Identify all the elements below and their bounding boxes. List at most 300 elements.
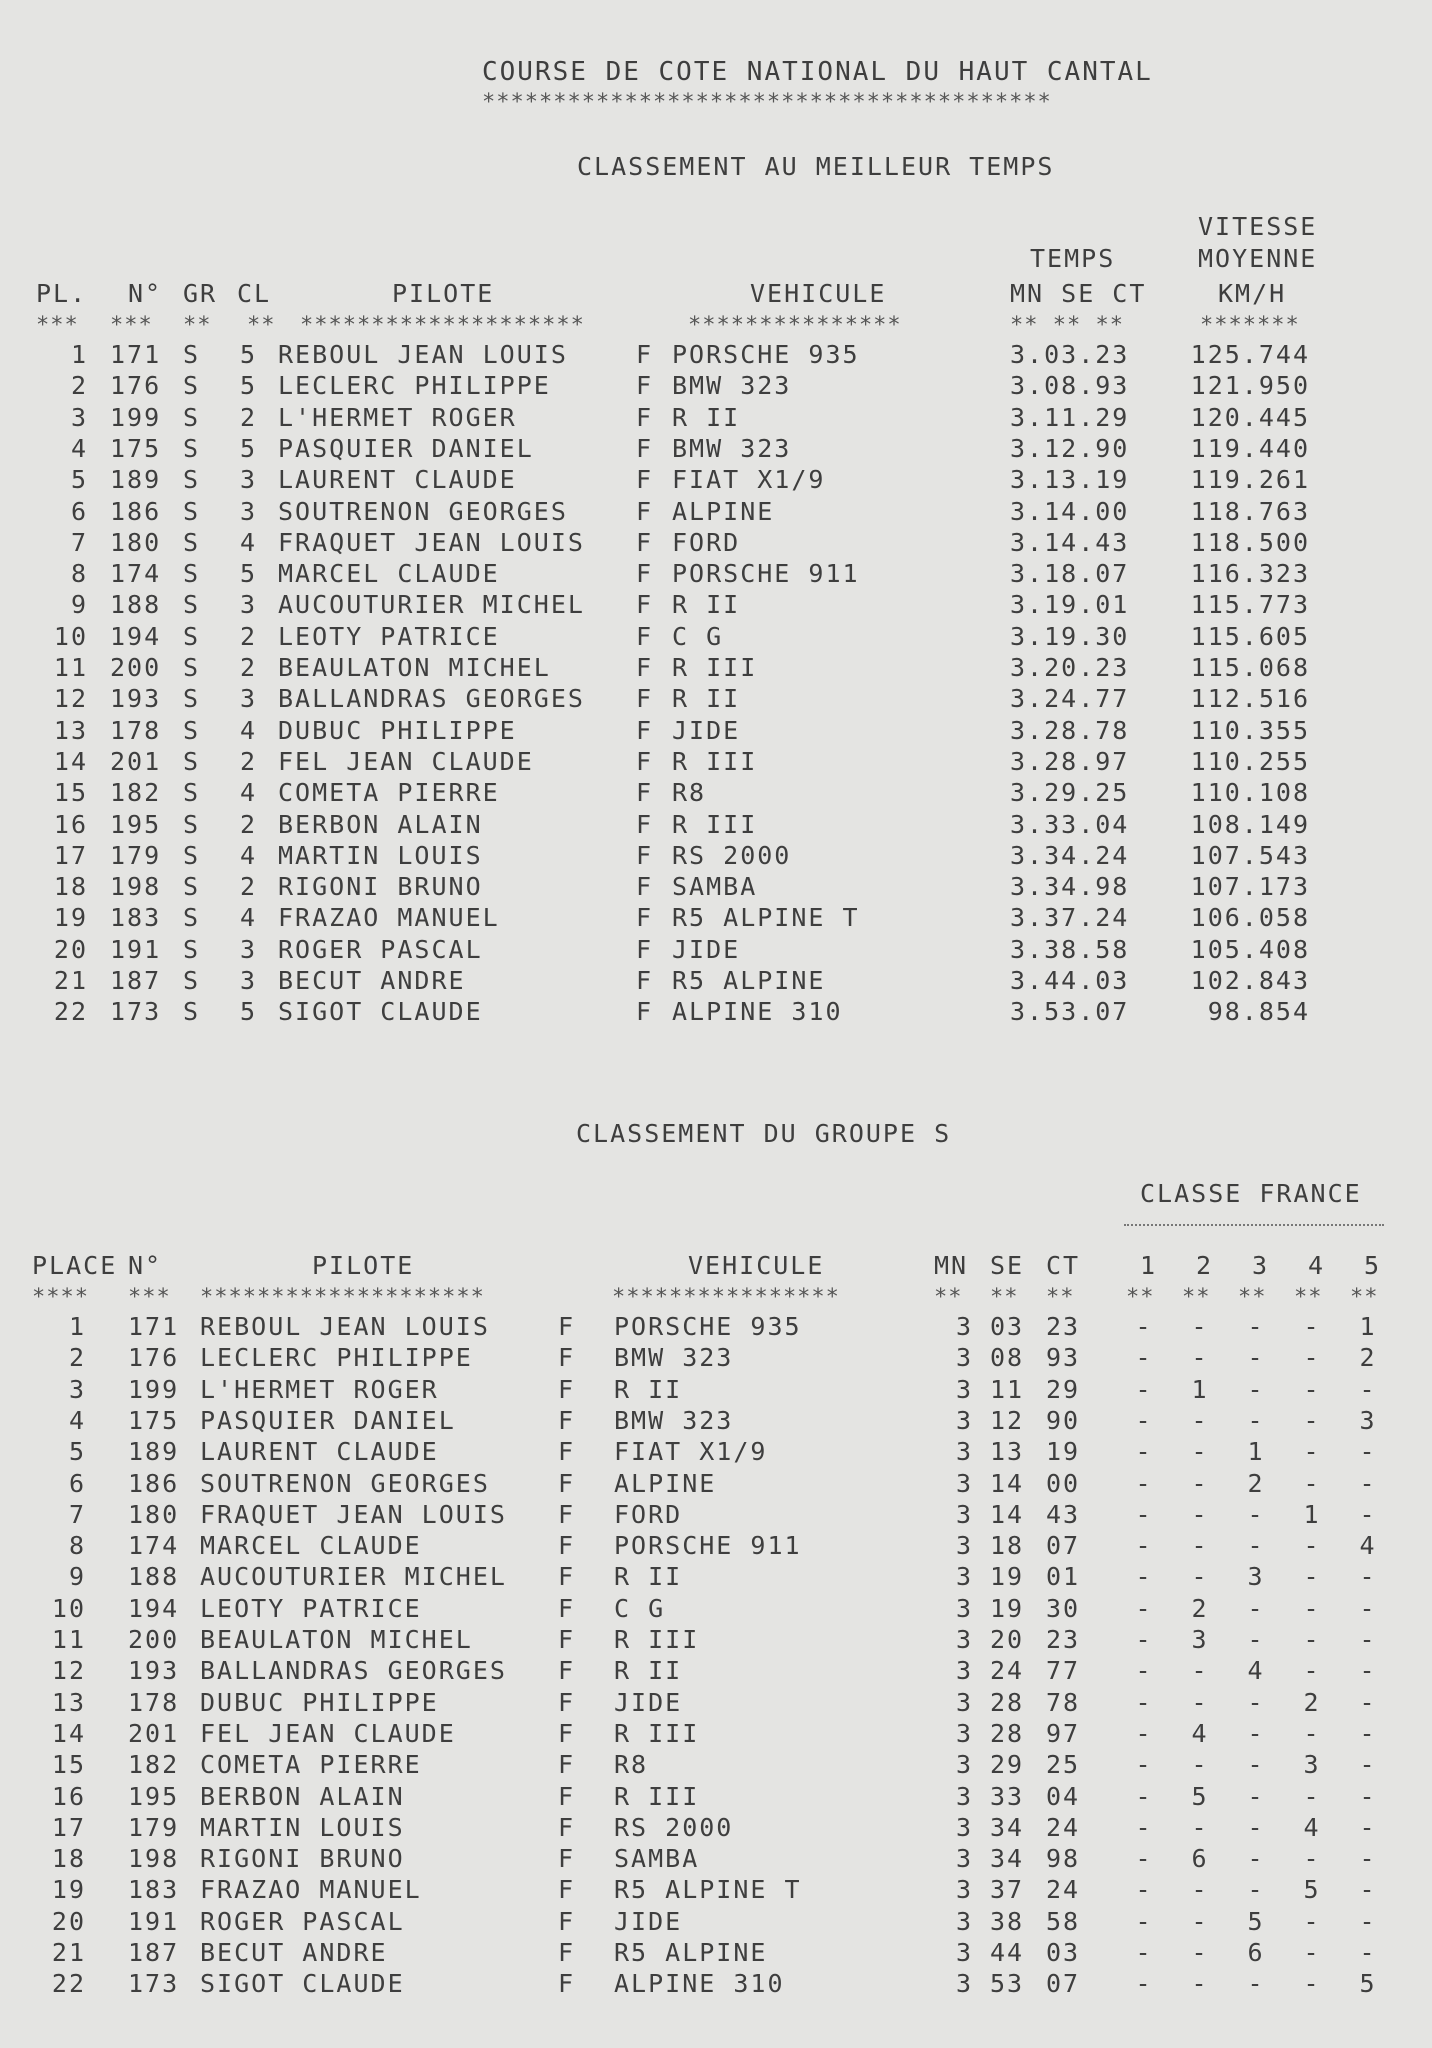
row-place: 16 (51, 1781, 86, 1811)
table-row (0, 1531, 1432, 1561)
header-gr: GR (183, 279, 218, 308)
header-vitesse: VITESSE (1198, 212, 1318, 241)
row-ct: 23 (1046, 1625, 1081, 1654)
row-classe-3: - (1247, 1718, 1265, 1748)
row-place: 11 (53, 653, 88, 682)
row-number: 198 (128, 1844, 180, 1874)
row-vehicule: R III (672, 653, 758, 682)
row-place: 12 (53, 684, 88, 714)
row-classe-1: - (1135, 1906, 1153, 1936)
row-classe-5: - (1359, 1718, 1377, 1748)
row-class: 4 (240, 527, 258, 557)
row-ct: 90 (1046, 1405, 1081, 1435)
row-classe-3: - (1247, 1499, 1265, 1529)
row-classe-3: - (1247, 1781, 1265, 1811)
header2-c1: 1 (1140, 1251, 1158, 1280)
row-classe-1: - (1135, 1750, 1153, 1780)
header-no: N° (128, 279, 163, 308)
row-vehicule: PORSCHE 935 (672, 340, 860, 369)
row-classe-4: - (1303, 1656, 1321, 1686)
header2-c3: 3 (1252, 1251, 1270, 1280)
row-vitesse: 115.068 (1190, 653, 1310, 682)
row-classe-4: - (1303, 1562, 1321, 1592)
row-classe-4: - (1303, 1844, 1321, 1874)
row-vitesse: 110.255 (1190, 746, 1310, 776)
row-group: S (183, 966, 201, 995)
row-classe-1: - (1135, 1531, 1153, 1561)
row-classe-1: - (1135, 1625, 1153, 1654)
row-classe-5: - (1359, 1938, 1377, 1967)
row-place: 19 (53, 903, 88, 933)
table-row (0, 1312, 1432, 1342)
row-mn: 3 (956, 1562, 974, 1592)
table-row (0, 371, 1432, 401)
row-nationality: F (636, 496, 654, 526)
row-nationality: F (558, 1374, 576, 1404)
table-row (0, 1907, 1432, 1937)
row-number: 201 (128, 1718, 180, 1748)
row-classe-3: - (1247, 1625, 1265, 1654)
row-ct: 03 (1046, 1938, 1081, 1967)
row-mn: 3 (956, 1781, 974, 1811)
row-place: 8 (70, 559, 88, 589)
row-place: 20 (53, 934, 88, 964)
row-vehicule: BMW 323 (672, 433, 792, 463)
row-se: 37 (990, 1875, 1025, 1905)
row-classe-2: - (1191, 1405, 1209, 1435)
row-number: 178 (128, 1687, 180, 1717)
row-number: 199 (110, 402, 162, 432)
row-se: 08 (990, 1343, 1025, 1373)
section2-title: CLASSEMENT DU GROUPE S (576, 1119, 952, 1148)
row-classe-5: 2 (1359, 1343, 1377, 1373)
stars2-c2: ** (1182, 1285, 1211, 1310)
row-pilote: ROGER PASCAL (278, 934, 483, 964)
row-classe-3: - (1247, 1750, 1265, 1780)
row-pilote: MARCEL CLAUDE (278, 559, 500, 589)
row-classe-4: - (1303, 1374, 1321, 1404)
row-number: 173 (110, 997, 162, 1027)
row-vitesse: 107.543 (1190, 840, 1310, 870)
row-classe-1: - (1135, 1844, 1153, 1874)
row-ct: 78 (1046, 1687, 1081, 1717)
row-classe-4: - (1303, 1938, 1321, 1967)
row-place: 12 (51, 1656, 86, 1686)
table-row (0, 403, 1432, 433)
row-temps: 3.19.30 (1010, 621, 1130, 651)
row-classe-4: - (1303, 1625, 1321, 1654)
row-se: 19 (990, 1562, 1025, 1592)
row-classe-4: 4 (1303, 1812, 1321, 1842)
row-vehicule: FIAT X1/9 (672, 465, 826, 495)
stars2-no: *** (128, 1285, 171, 1310)
row-vehicule: PORSCHE 911 (672, 559, 860, 589)
row-temps: 3.19.01 (1010, 590, 1130, 620)
row-vitesse: 118.763 (1190, 496, 1310, 526)
row-classe-2: - (1191, 1750, 1209, 1780)
stars-temps: ** ** ** (1010, 313, 1124, 338)
row-place: 2 (68, 1343, 86, 1373)
row-classe-1: - (1135, 1781, 1153, 1811)
table-row (0, 1969, 1432, 1999)
title-underline: **************************************** (482, 90, 1052, 115)
row-classe-4: 3 (1303, 1750, 1321, 1780)
row-group: S (183, 559, 201, 589)
row-se: 19 (990, 1593, 1025, 1623)
row-number: 193 (110, 684, 162, 714)
row-class: 5 (240, 371, 258, 401)
row-pilote: L'HERMET ROGER (200, 1374, 439, 1404)
row-vehicule: R III (672, 809, 758, 839)
row-classe-1: - (1135, 1875, 1153, 1905)
row-pilote: LEOTY PATRICE (200, 1593, 422, 1623)
row-nationality: F (636, 872, 654, 902)
document-title: COURSE DE COTE NATIONAL DU HAUT CANTAL (482, 57, 1153, 87)
row-classe-2: - (1191, 1312, 1209, 1341)
row-number: 195 (128, 1781, 180, 1811)
row-group: S (183, 402, 201, 432)
row-vehicule: R5 ALPINE T (672, 903, 860, 933)
row-number: 180 (128, 1499, 180, 1529)
row-group: S (183, 465, 201, 495)
row-mn: 3 (956, 1656, 974, 1686)
row-group: S (183, 371, 201, 401)
row-number: 200 (110, 653, 162, 682)
row-mn: 3 (956, 1687, 974, 1717)
row-ct: 19 (1046, 1437, 1081, 1467)
header-cl: CL (237, 279, 272, 308)
row-classe-1: - (1135, 1969, 1153, 1999)
row-class: 2 (240, 746, 258, 776)
row-nationality: F (558, 1906, 576, 1936)
row-place: 17 (53, 840, 88, 870)
row-vehicule: FORD (614, 1499, 683, 1529)
row-temps: 3.34.98 (1010, 872, 1130, 902)
row-se: 34 (990, 1812, 1025, 1842)
row-pilote: REBOUL JEAN LOUIS (278, 340, 568, 369)
row-vehicule: R III (614, 1718, 700, 1748)
row-place: 14 (51, 1718, 86, 1748)
row-ct: 93 (1046, 1343, 1081, 1373)
row-classe-1: - (1135, 1468, 1153, 1498)
row-vehicule: R II (672, 590, 741, 620)
row-number: 183 (110, 903, 162, 933)
row-nationality: F (636, 433, 654, 463)
table-row (0, 684, 1432, 714)
row-nationality: F (558, 1593, 576, 1623)
row-pilote: FRAZAO MANUEL (278, 903, 500, 933)
stars2-c4: ** (1294, 1285, 1323, 1310)
row-classe-1: - (1135, 1312, 1153, 1341)
row-number: 174 (128, 1531, 180, 1561)
row-pilote: LAURENT CLAUDE (200, 1437, 439, 1467)
row-nationality: F (558, 1812, 576, 1842)
row-group: S (183, 934, 201, 964)
row-number: 176 (110, 371, 162, 401)
row-vehicule: R II (614, 1374, 683, 1404)
row-classe-3: - (1247, 1875, 1265, 1905)
table-row (0, 872, 1432, 902)
row-class: 5 (240, 559, 258, 589)
row-nationality: F (636, 684, 654, 714)
row-nationality: F (558, 1687, 576, 1717)
row-pilote: BEAULATON MICHEL (278, 653, 551, 682)
row-pilote: FRAZAO MANUEL (200, 1875, 422, 1905)
row-number: 188 (110, 590, 162, 620)
row-mn: 3 (956, 1374, 974, 1404)
table-row (0, 340, 1432, 370)
row-place: 5 (68, 1437, 86, 1467)
row-classe-1: - (1135, 1812, 1153, 1842)
row-number: 174 (110, 559, 162, 589)
row-classe-1: - (1135, 1656, 1153, 1686)
row-class: 4 (240, 840, 258, 870)
row-mn: 3 (956, 1625, 974, 1654)
row-vehicule: R II (614, 1562, 683, 1592)
row-class: 4 (240, 903, 258, 933)
row-se: 11 (990, 1374, 1025, 1404)
row-group: S (183, 746, 201, 776)
row-temps: 3.28.78 (1010, 715, 1130, 745)
row-classe-5: - (1359, 1625, 1377, 1654)
row-se: 34 (990, 1844, 1025, 1874)
row-classe-4: 2 (1303, 1687, 1321, 1717)
stars-vehicule: *************** (688, 313, 902, 338)
row-classe-3: - (1247, 1312, 1265, 1341)
row-ct: 98 (1046, 1844, 1081, 1874)
table-row (0, 1625, 1432, 1655)
row-classe-1: - (1135, 1562, 1153, 1592)
row-classe-2: - (1191, 1938, 1209, 1967)
row-classe-3: 2 (1247, 1468, 1265, 1498)
header-moyenne: MOYENNE (1198, 244, 1318, 273)
header-pl: PL. (36, 279, 88, 308)
table-row (0, 1875, 1432, 1905)
row-temps: 3.53.07 (1010, 997, 1130, 1027)
row-vehicule: ALPINE 310 (614, 1969, 785, 1999)
row-vehicule: PORSCHE 935 (614, 1312, 802, 1341)
row-number: 188 (128, 1562, 180, 1592)
row-number: 186 (128, 1468, 180, 1498)
section1-title: CLASSEMENT AU MEILLEUR TEMPS (577, 152, 1055, 181)
row-number: 175 (110, 433, 162, 463)
row-place: 4 (68, 1405, 86, 1435)
row-number: 193 (128, 1656, 180, 1686)
table-row (0, 1406, 1432, 1436)
row-classe-5: - (1359, 1468, 1377, 1498)
header-temps: TEMPS (1030, 244, 1116, 273)
row-vehicule: ALPINE (672, 496, 775, 526)
row-classe-4: - (1303, 1468, 1321, 1498)
row-pilote: LAURENT CLAUDE (278, 465, 517, 495)
row-classe-5: - (1359, 1562, 1377, 1592)
row-nationality: F (636, 778, 654, 808)
row-classe-5: - (1359, 1687, 1377, 1717)
row-group: S (183, 621, 201, 651)
row-classe-2: - (1191, 1969, 1209, 1999)
row-number: 175 (128, 1405, 180, 1435)
row-classe-5: - (1359, 1374, 1377, 1404)
row-pilote: MARTIN LOUIS (200, 1812, 405, 1842)
row-classe-2: - (1191, 1562, 1209, 1592)
stars2-place: **** (32, 1285, 89, 1310)
header2-mn: MN (934, 1251, 969, 1280)
row-classe-2: - (1191, 1875, 1209, 1905)
row-classe-3: - (1247, 1374, 1265, 1404)
row-classe-5: 5 (1359, 1969, 1377, 1999)
row-class: 3 (240, 934, 258, 964)
table-row (0, 1469, 1432, 1499)
row-classe-3: - (1247, 1593, 1265, 1623)
row-pilote: COMETA PIERRE (278, 778, 500, 808)
row-place: 18 (53, 872, 88, 902)
row-number: 171 (128, 1312, 180, 1341)
row-classe-1: - (1135, 1593, 1153, 1623)
row-classe-4: - (1303, 1437, 1321, 1467)
row-vitesse: 121.950 (1190, 371, 1310, 401)
row-se: 03 (990, 1312, 1025, 1341)
row-number: 176 (128, 1343, 180, 1373)
row-vehicule: JIDE (614, 1687, 683, 1717)
row-se: 12 (990, 1405, 1025, 1435)
row-number: 186 (110, 496, 162, 526)
row-classe-2: - (1191, 1531, 1209, 1561)
row-mn: 3 (956, 1750, 974, 1780)
row-ct: 25 (1046, 1750, 1081, 1780)
row-classe-2: 5 (1191, 1781, 1209, 1811)
row-nationality: F (636, 966, 654, 995)
table-row (0, 935, 1432, 965)
row-class: 5 (240, 997, 258, 1027)
row-pilote: RIGONI BRUNO (200, 1844, 405, 1874)
row-ct: 29 (1046, 1374, 1081, 1404)
row-nationality: F (558, 1531, 576, 1561)
row-classe-5: - (1359, 1750, 1377, 1780)
row-pilote: FRAQUET JEAN LOUIS (278, 527, 585, 557)
row-vitesse: 98.854 (1207, 997, 1310, 1027)
row-vitesse: 110.355 (1190, 715, 1310, 745)
row-classe-1: - (1135, 1687, 1153, 1717)
row-se: 24 (990, 1656, 1025, 1686)
row-ct: 00 (1046, 1468, 1081, 1498)
row-place: 1 (70, 340, 88, 369)
row-nationality: F (558, 1499, 576, 1529)
row-classe-3: - (1247, 1812, 1265, 1842)
row-classe-5: - (1359, 1593, 1377, 1623)
stars-no: *** (110, 313, 153, 338)
header-pilote: PILOTE (392, 279, 495, 308)
row-group: S (183, 715, 201, 745)
row-vitesse: 105.408 (1190, 934, 1310, 964)
table-row (0, 653, 1432, 683)
row-number: 179 (128, 1812, 180, 1842)
row-group: S (183, 590, 201, 620)
header2-c4: 4 (1308, 1251, 1326, 1280)
row-vehicule: ALPINE (614, 1468, 717, 1498)
row-vitesse: 110.108 (1190, 778, 1310, 808)
row-mn: 3 (956, 1718, 974, 1748)
row-temps: 3.34.24 (1010, 840, 1130, 870)
row-number: 178 (110, 715, 162, 745)
row-ct: 43 (1046, 1499, 1081, 1529)
row-vitesse: 120.445 (1190, 402, 1310, 432)
row-pilote: ROGER PASCAL (200, 1906, 405, 1936)
row-classe-2: 3 (1191, 1625, 1209, 1654)
row-class: 3 (240, 465, 258, 495)
row-place: 3 (70, 402, 88, 432)
row-temps: 3.13.19 (1010, 465, 1130, 495)
row-class: 3 (240, 590, 258, 620)
row-number: 189 (110, 465, 162, 495)
row-group: S (183, 340, 201, 369)
row-vehicule: RS 2000 (614, 1812, 734, 1842)
row-number: 171 (110, 340, 162, 369)
table-row (0, 1437, 1432, 1467)
row-vehicule: SAMBA (614, 1844, 700, 1874)
row-number: 191 (128, 1906, 180, 1936)
row-classe-1: - (1135, 1499, 1153, 1529)
table-row (0, 1782, 1432, 1812)
row-place: 7 (70, 527, 88, 557)
row-pilote: PASQUIER DANIEL (200, 1405, 456, 1435)
row-nationality: F (558, 1656, 576, 1686)
row-number: 198 (110, 872, 162, 902)
row-se: 14 (990, 1468, 1025, 1498)
row-se: 18 (990, 1531, 1025, 1561)
row-mn: 3 (956, 1969, 974, 1999)
row-class: 2 (240, 872, 258, 902)
row-classe-4: - (1303, 1718, 1321, 1748)
row-group: S (183, 653, 201, 682)
row-classe-2: - (1191, 1906, 1209, 1936)
row-place: 6 (68, 1468, 86, 1498)
row-classe-3: 4 (1247, 1656, 1265, 1686)
row-pilote: FEL JEAN CLAUDE (200, 1718, 456, 1748)
row-class: 3 (240, 496, 258, 526)
row-vehicule: BMW 323 (672, 371, 792, 401)
row-pilote: AUCOUTURIER MICHEL (200, 1562, 507, 1592)
row-group: S (183, 527, 201, 557)
row-vehicule: C G (672, 621, 724, 651)
row-temps: 3.18.07 (1010, 559, 1130, 589)
row-ct: 01 (1046, 1562, 1081, 1592)
row-place: 10 (51, 1593, 86, 1623)
row-classe-4: - (1303, 1531, 1321, 1561)
row-pilote: DUBUC PHILIPPE (200, 1687, 439, 1717)
table-row (0, 1719, 1432, 1749)
row-classe-3: 5 (1247, 1906, 1265, 1936)
row-ct: 30 (1046, 1593, 1081, 1623)
row-vehicule: R III (672, 746, 758, 776)
row-vehicule: R8 (672, 778, 707, 808)
row-class: 5 (240, 340, 258, 369)
row-number: 187 (128, 1938, 180, 1967)
row-number: 191 (110, 934, 162, 964)
row-classe-3: - (1247, 1687, 1265, 1717)
row-number: 182 (128, 1750, 180, 1780)
row-vehicule: BMW 323 (614, 1343, 734, 1373)
row-classe-1: - (1135, 1405, 1153, 1435)
row-classe-1: - (1135, 1938, 1153, 1967)
row-place: 13 (51, 1687, 86, 1717)
row-place: 9 (70, 590, 88, 620)
row-se: 33 (990, 1781, 1025, 1811)
row-classe-4: - (1303, 1969, 1321, 1999)
row-pilote: BERBON ALAIN (278, 809, 483, 839)
row-classe-2: - (1191, 1437, 1209, 1467)
row-number: 195 (110, 809, 162, 839)
row-classe-4: 5 (1303, 1875, 1321, 1905)
